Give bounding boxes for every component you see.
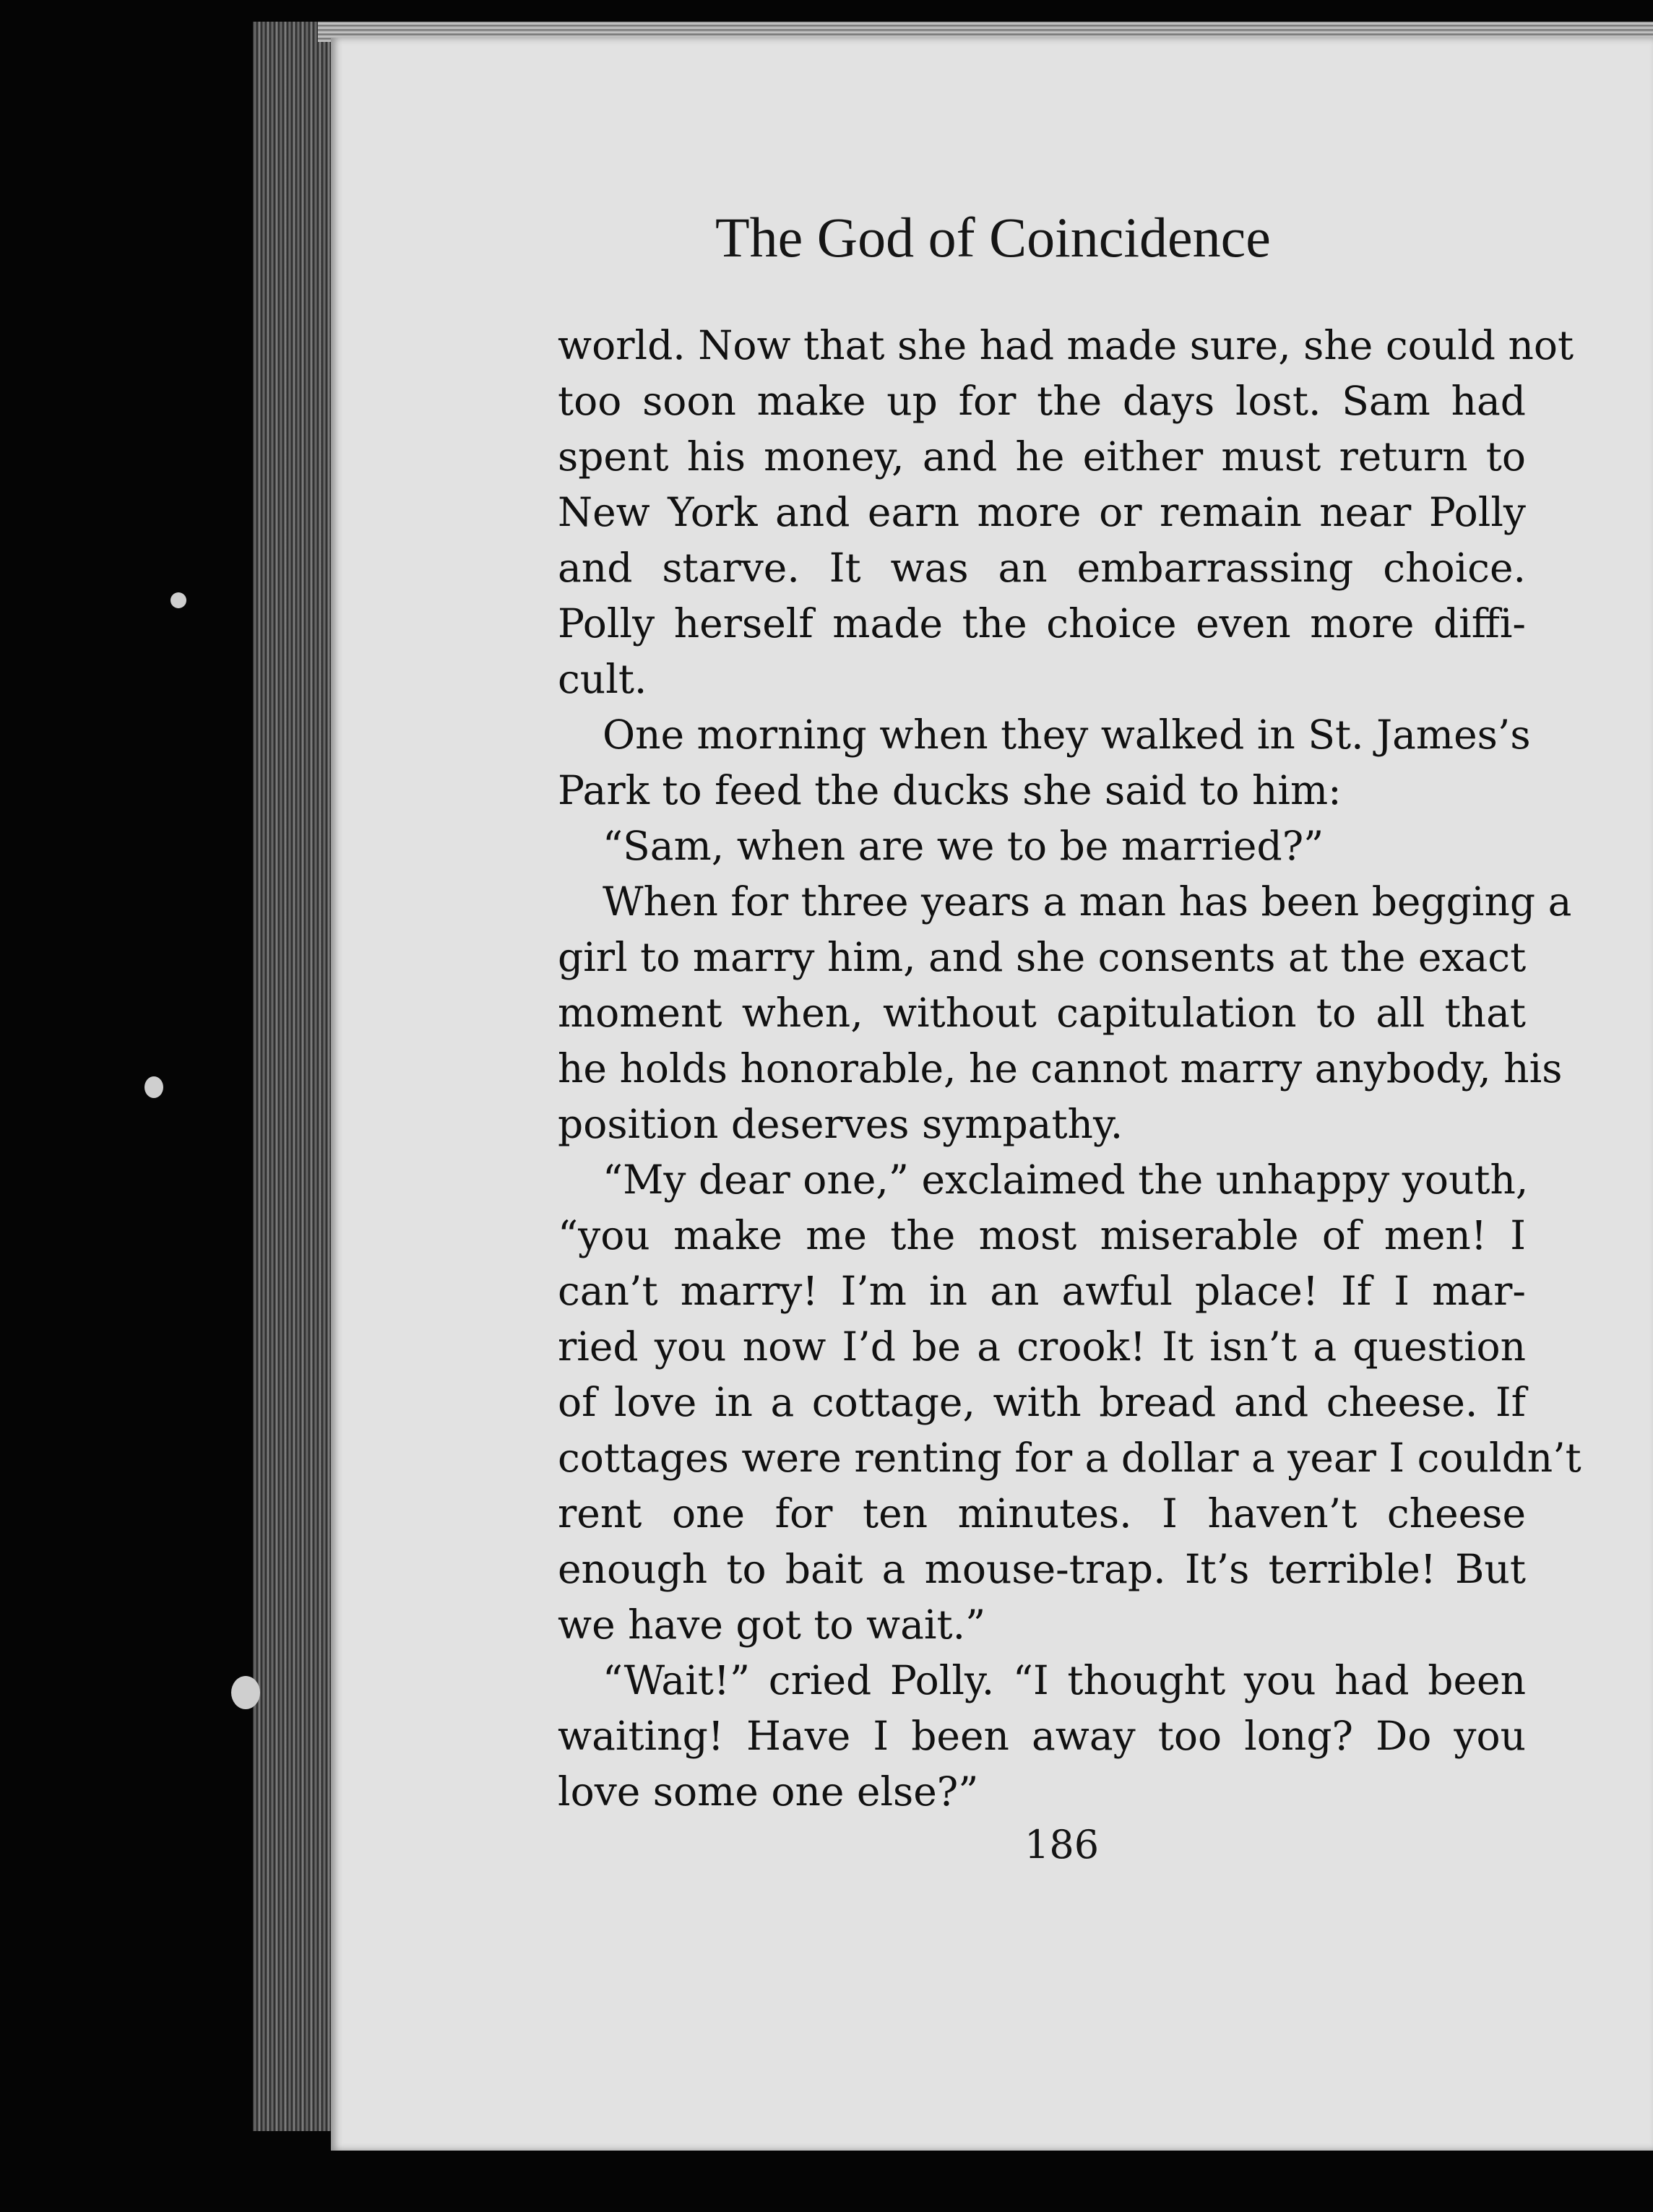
text-line: cult. <box>558 656 647 702</box>
text-line: can’t marry! I’m in an awful place! If I mar- <box>558 1268 1526 1314</box>
text-line: too soon make up for the days lost. Sam had <box>558 378 1526 424</box>
text-line: and starve. It was an embarrassing choice. <box>558 545 1526 591</box>
dust-speck <box>144 1076 163 1098</box>
dust-speck <box>171 592 186 608</box>
text-line: love some one else?” <box>558 1768 979 1815</box>
text-line: he holds honorable, he cannot marry anybody, his <box>558 1045 1563 1092</box>
dust-speck <box>231 1676 260 1709</box>
running-head: The God of Coincidence <box>715 206 1271 269</box>
text-line: When for three years a man has been begging a <box>603 878 1572 925</box>
text-line: of love in a cottage, with bread and cheese. If <box>558 1379 1526 1425</box>
text-line: girl to marry him, and she consents at the exact <box>558 934 1527 980</box>
text-line: “you make me the most miserable of men! I <box>558 1212 1526 1258</box>
text-line: Polly herself made the choice even more diffi- <box>558 600 1526 647</box>
page-edges <box>253 22 332 2131</box>
text-line: spent his money, and he either must return to <box>558 433 1526 480</box>
text-line: we have got to wait.” <box>558 1602 986 1648</box>
text-line: “Sam, when are we to be married?” <box>603 823 1324 869</box>
text-line: rent one for ten minutes. I haven’t cheese <box>558 1490 1526 1537</box>
text-line: One morning when they walked in St. James’s <box>603 712 1531 758</box>
text-line: Park to feed the ducks she said to him: <box>558 767 1342 813</box>
text-line: enough to bait a mouse-trap. It’s terrible! But <box>558 1546 1526 1592</box>
text-line: moment when, without capitulation to all that <box>558 990 1526 1036</box>
text-line: waiting! Have I been away too long? Do you <box>558 1713 1526 1759</box>
text-line: New York and earn more or remain near Polly <box>558 489 1526 535</box>
text-line: world. Now that she had made sure, she could not <box>558 322 1574 368</box>
body-text <box>558 318 1581 1820</box>
text-line: “Wait!” cried Polly. “I thought you had been <box>603 1657 1526 1703</box>
text-line: cottages were renting for a dollar a year I couldn’t <box>558 1435 1581 1481</box>
page-number: 186 <box>1024 1822 1100 1867</box>
text-line: position deserves sympathy. <box>558 1101 1123 1147</box>
text-line: “My dear one,” exclaimed the unhappy youth, <box>603 1157 1529 1203</box>
text-line: ried you now I’d be a crook! It isn’t a question <box>558 1323 1526 1370</box>
